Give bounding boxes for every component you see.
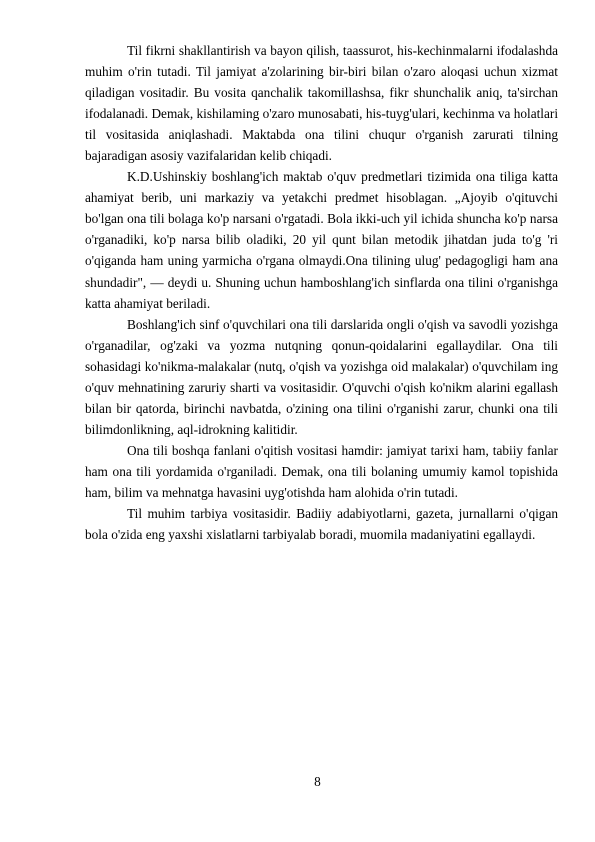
paragraph: K.D.Ushinskiy boshlang'ich maktab o'quv predmetlari tizimida ona tiliga katta ahamiyat berib, uni markaziy va yetakchi predmet hisoblagan. „Ajoyib o'qituvchi bo'lgan ona tili bolaga ko'p narsani o'rgatadi. Bola ikki-uch yil ichida shuncha ko'p narsa o'rganadiki, ko'p narsa bilib oladiki, 20 yil qunt bilan metodik jihatdan juda to'g 'ri o'qiganda ham uning yarmicha o'rgana olmaydi.Ona tilining ulug' pedagogligi ham ana shundadir", — deydi u. Shuning uchun hamboshlang'ich sinflarda ona tilini o'rganishga katta ahamiyat beriladi.	[85, 169, 558, 311]
body-text	[85, 40, 558, 545]
paragraph: Til fikrni shakllantirish va bayon qilish, taassurot, his-kechinmalarni ifodalashda muhim o'rin tutadi. Til jamiyat a'zolarining bir-biri bilan o'zaro aloqasi uchun xizmat qiladigan vositadir. Bu vosita qanchalik takomillashsa, fikr shunchalik aniq, ta'sirchan ifodalanadi. Demak, kishilaming o'zaro munosabati, his-tuyg'ulari, kechinma va holatlari til vositasida aniqlashadi. Maktabda ona tilini chuqur o'rganish zarurati tilning bajaradigan asosiy vazifalaridan kelib chiqadi.	[85, 43, 559, 164]
paragraph: Boshlang'ich sinf o'quvchilari ona tili darslarida ongli o'qish va savodli yozishga o'rganadilar, og'zaki va yozma nutqning qonun-qoidalarini egallaydilar. Ona tili sohasidagi ko'nikma-malakalar (nutq, o'qish va yozishga oid malakalar) o'quvchilam ing o'quv mehnatining zaruriy sharti va vositasidir. O'quvchi o'qish ko'nikm alarini egallash bilan bir qatorda, birinchi navbatda, o'zining ona tilini o'rganishi zarur, chunki ona tili bilimdonlikning, aql-idrokning kalitidir.	[85, 316, 558, 437]
page-number: 8	[314, 774, 321, 789]
paragraph: Ona tili boshqa fanlani o'qitish vositasi hamdir: jamiyat tarixi ham, tabiiy fanlar ham ona tili yordamida o'rganiladi. Demak, ona tili bolaning umumiy kamol topishida ham, bilim va mehnatga havasini uyg'otishda ham alohida o'rin tutadi.	[85, 442, 558, 500]
paragraph: Til muhim tarbiya vositasidir. Badiiy adabiyotlarni, gazeta, jurnallarni o'qigan bola o'zida eng yaxshi xislatlarni tarbiyalab boradi, muomila madaniyatini egallaydi.	[85, 506, 558, 543]
